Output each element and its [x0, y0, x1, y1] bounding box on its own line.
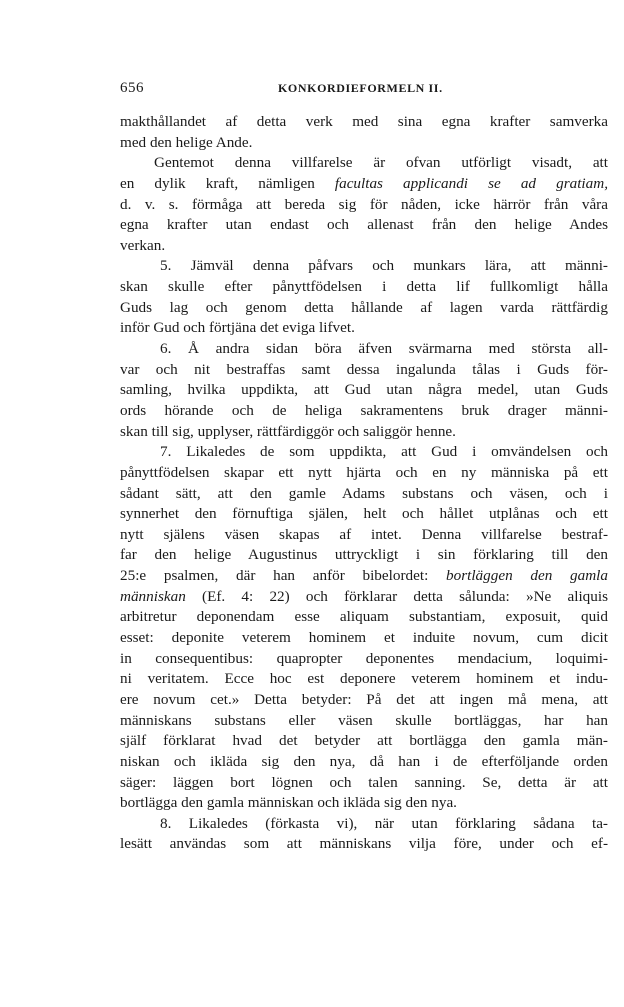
- text-line: lesätt användas som att människans vilja före, under och ef-: [120, 835, 608, 853]
- text-line: 6. Å andra sidan böra äfven svärmarna med största all-: [160, 340, 608, 358]
- body-text: [120, 112, 608, 855]
- text-line: synnerhet den förnuftiga själen, helt och hållet utplånas och ett: [120, 505, 608, 523]
- text-run: en dylik kraft, nämligen: [120, 174, 335, 192]
- text-run: 25:e psalmen, där han anför bibelordet:: [120, 567, 447, 585]
- text-line: sådant sätt, att den gamle Adams substans och väsen, och i: [120, 484, 608, 502]
- text-line: var och nit bestraffas samt dessa ingalunda tålas i Guds för-: [120, 360, 608, 378]
- page-number: 656: [120, 80, 144, 96]
- text-line: samling, hvilka uppdikta, att Gud utan några medel, utan Guds: [120, 381, 608, 399]
- text-line: med den helige Ande.: [120, 133, 253, 151]
- text-line: inför Gud och förtjäna det eviga lifvet.: [120, 319, 355, 337]
- text-line: pånyttfödelsen skapar ett nytt hjärta och en ny människa på ett: [120, 463, 608, 481]
- text-line: ords hörande och de heliga sakramentens bruk drager männi-: [120, 401, 608, 419]
- text-line: egna krafter utan endast och allenast från den helige Andes: [120, 216, 608, 234]
- text-line: nytt själens väsen skapas af intet. Denna villfarelse bestraf-: [120, 525, 608, 543]
- text-line: 7. Likaledes de som uppdikta, att Gud i omvändelsen och: [160, 443, 608, 461]
- text-line: 8. Likaledes (förkasta vi), när utan förklaring sådana ta-: [160, 814, 608, 832]
- text-line: ni veritatem. Ecce hoc est deponere veterem hominem et indu-: [120, 670, 608, 688]
- page-header: [120, 80, 608, 104]
- text-line: [120, 174, 608, 195]
- italic-text-run: bortläggen den gamla: [446, 567, 608, 585]
- text-line: själf förklarat hvad det betyder att bortlägga den gamla män-: [120, 732, 608, 750]
- running-head: KONKORDIEFORMELN II.: [278, 81, 443, 95]
- text-line: 5. Jämväl denna påfvars och munkars lära, att männi-: [160, 257, 608, 275]
- text-line: d. v. s. förmåga att bereda sig för nåden, icke härrör från våra: [120, 195, 608, 213]
- text-line: esset: deponite veterem hominem et induite novum, cum dicit: [120, 629, 608, 647]
- text-line: skan skulle efter pånyttfödelsen i detta lif fullkomligt hålla: [120, 278, 608, 296]
- text-line: [120, 566, 608, 587]
- text-line: Gentemot denna villfarelse är ofvan utförligt visadt, att: [154, 154, 608, 172]
- text-line: säger: läggen bort lögnen och talen sanning. Se, detta är att: [120, 773, 608, 791]
- text-line: niskan och ikläda sig den nya, då han i de efterföljande orden: [120, 752, 608, 770]
- text-line: far den helige Augustinus uttryckligt i sin förklaring till den: [120, 546, 608, 564]
- text-line: makthållandet af detta verk med sina egna krafter samverka: [120, 113, 608, 130]
- italic-text-run: människan: [120, 587, 186, 605]
- text-line: arbitretur deponendam esse aliquam substantiam, exposuit, quid: [120, 608, 608, 626]
- text-line: in consequentibus: quapropter deponentes mendacium, loquimi-: [120, 649, 608, 667]
- text-line: [120, 587, 608, 608]
- italic-text-run: facultas applicandi se ad gratiam,: [334, 174, 608, 192]
- text-line: människans substans eller väsen skulle bortläggas, har han: [120, 711, 608, 729]
- text-line: ere novum cet.» Detta betyder: På det att ingen må mena, att: [120, 690, 608, 708]
- text-run: (Ef. 4: 22) och förklarar detta sålunda: »Ne aliquis: [185, 587, 608, 605]
- text-line: verkan.: [120, 236, 166, 254]
- text-line: skan till sig, upplyser, rättfärdiggör och saliggör henne.: [120, 422, 456, 440]
- text-line: bortlägga den gamla människan och ikläda sig den nya.: [120, 794, 457, 812]
- text-line: Guds lag och genom detta hållande af lagen varda rättfärdig: [120, 298, 608, 316]
